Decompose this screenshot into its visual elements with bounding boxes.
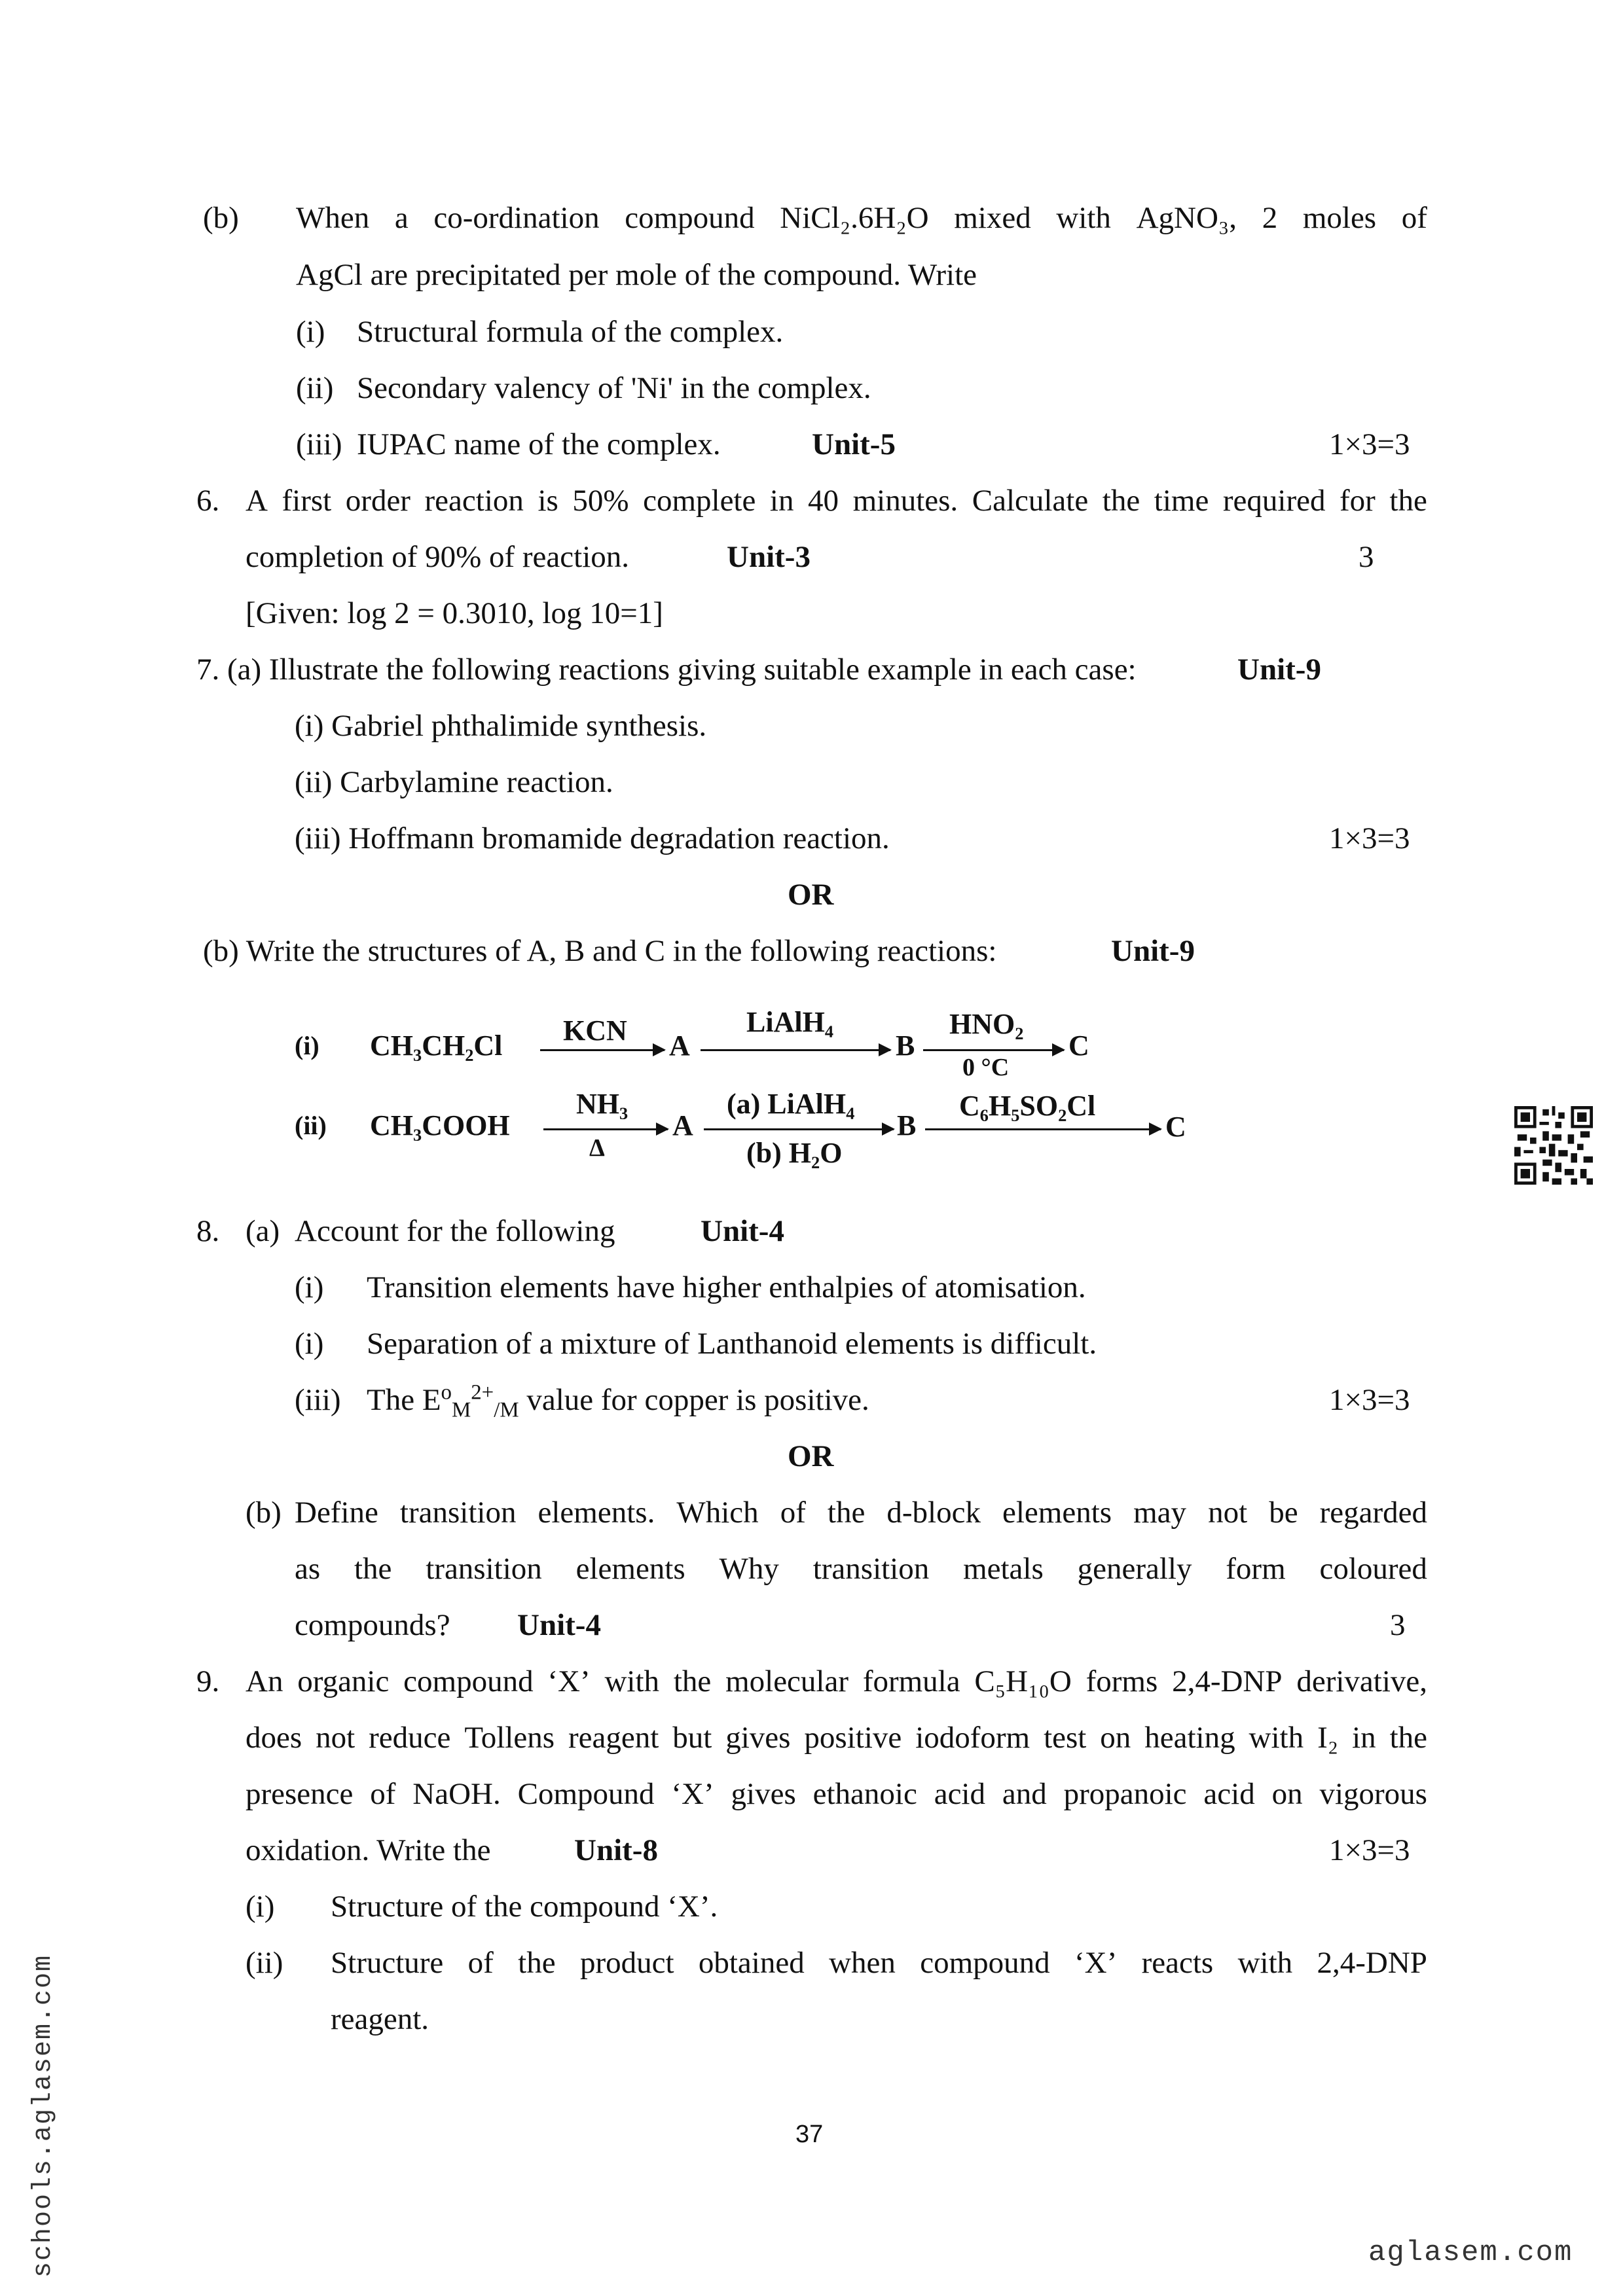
word: and bbox=[1002, 1777, 1047, 1811]
word: ‘X’ bbox=[547, 1664, 591, 1698]
word: Calculate bbox=[972, 484, 1089, 518]
rxn1-start: CH₃CH₂Cl bbox=[370, 1030, 503, 1062]
word: of bbox=[1401, 201, 1427, 235]
word: reagent bbox=[568, 1721, 659, 1755]
q7a-item3: (iii) Hoffmann bromamide degradation reaction. bbox=[295, 821, 890, 855]
word: molecular bbox=[725, 1664, 848, 1698]
q5b-item1-text: Structural formula of the complex. bbox=[357, 315, 784, 349]
word: presence bbox=[246, 1777, 354, 1811]
rxn1-arrow3 bbox=[923, 1049, 1064, 1051]
word: the bbox=[1389, 1721, 1427, 1755]
q7a-item2: (ii) Carbylamine reaction. bbox=[295, 765, 613, 799]
word: generally bbox=[1077, 1552, 1192, 1586]
word: may bbox=[1133, 1496, 1187, 1530]
word: An bbox=[246, 1664, 283, 1698]
q9-marks: 1×3=3 bbox=[1329, 1833, 1410, 1867]
qr-code-icon bbox=[1514, 1106, 1593, 1185]
word: moles bbox=[1302, 201, 1377, 235]
word: with bbox=[1249, 1721, 1304, 1755]
q9-line4: oxidation. Write the bbox=[246, 1833, 491, 1867]
word: the bbox=[354, 1552, 392, 1586]
q8b-unit: Unit-4 bbox=[517, 1608, 601, 1642]
q9-item2-num: (ii) bbox=[246, 1946, 283, 1980]
q6-unit: Unit-3 bbox=[727, 540, 811, 574]
word: minutes. bbox=[852, 484, 958, 518]
q8a-item3-sup-o: o bbox=[441, 1380, 452, 1405]
word: Compound bbox=[517, 1777, 655, 1811]
q9-line1 bbox=[246, 1666, 1427, 1697]
rxn1-arrow2 bbox=[701, 1049, 890, 1051]
word: When bbox=[296, 201, 370, 235]
word: regarded bbox=[1319, 1496, 1427, 1530]
rxn2-C: C bbox=[1165, 1111, 1186, 1143]
word: ‘X’ bbox=[671, 1777, 714, 1811]
word: order bbox=[345, 484, 410, 518]
word: in bbox=[1352, 1721, 1376, 1755]
word: a bbox=[394, 201, 409, 235]
q6-line1 bbox=[246, 486, 1427, 516]
word: not bbox=[316, 1721, 356, 1755]
q9-unit: Unit-8 bbox=[574, 1833, 658, 1867]
word: the bbox=[1102, 484, 1140, 518]
word: not bbox=[1208, 1496, 1248, 1530]
rxn2-num: (ii) bbox=[295, 1111, 327, 1140]
q8a-item3-sup-2: 2+ bbox=[471, 1380, 494, 1405]
q7a-unit: Unit-9 bbox=[1237, 653, 1321, 687]
word: does bbox=[246, 1721, 302, 1755]
word: 2 bbox=[1262, 201, 1278, 235]
word: when bbox=[829, 1946, 896, 1980]
rxn1-num: (i) bbox=[295, 1031, 319, 1060]
word: positive bbox=[804, 1721, 902, 1755]
q9-item1-num: (i) bbox=[246, 1890, 275, 1924]
word: Structure bbox=[331, 1946, 444, 1980]
word: co-ordination bbox=[433, 201, 600, 235]
rxn1-A: A bbox=[669, 1030, 690, 1062]
rxn2-A: A bbox=[672, 1109, 693, 1141]
q8b-line2 bbox=[295, 1554, 1427, 1585]
or-divider-2: OR bbox=[788, 1439, 834, 1473]
rxn2-arrow2 bbox=[704, 1128, 894, 1130]
q5b-item3-text: IUPAC name of the complex. bbox=[357, 427, 721, 461]
word: AgNO₃, bbox=[1136, 201, 1237, 235]
word: is bbox=[538, 484, 558, 518]
q8b-label: (b) bbox=[246, 1496, 282, 1530]
word: forms bbox=[1085, 1664, 1158, 1698]
word: with bbox=[604, 1664, 660, 1698]
word: Why bbox=[719, 1552, 779, 1586]
word: of bbox=[780, 1496, 806, 1530]
q6-given: [Given: log 2 = 0.3010, log 10=1] bbox=[246, 596, 663, 630]
q5b-line1 bbox=[296, 203, 1427, 234]
word: complete bbox=[643, 484, 756, 518]
word: time bbox=[1154, 484, 1209, 518]
word: coloured bbox=[1319, 1552, 1427, 1586]
word: elements bbox=[575, 1552, 685, 1586]
word: formula bbox=[862, 1664, 960, 1698]
q5b-item3-num: (iii) bbox=[296, 427, 342, 461]
q8a-unit: Unit-4 bbox=[701, 1214, 784, 1248]
q8-num: 8. bbox=[196, 1214, 220, 1248]
word: the bbox=[518, 1946, 556, 1980]
q8a-item3-text bbox=[367, 1380, 869, 1422]
rxn2-reagent2-second: (b) H₂O bbox=[746, 1137, 843, 1169]
q9-line2 bbox=[246, 1723, 1427, 1753]
word: reduce bbox=[369, 1721, 451, 1755]
word: C₅H₁₀O bbox=[974, 1664, 1072, 1698]
word: the bbox=[673, 1664, 712, 1698]
q8b-line3: compounds? bbox=[295, 1608, 450, 1642]
word: d-block bbox=[886, 1496, 981, 1530]
word: derivative, bbox=[1296, 1664, 1427, 1698]
q8a-item3-text-b: value for copper is positive. bbox=[519, 1383, 869, 1417]
word: NiCl₂.6H₂O bbox=[780, 201, 929, 235]
or-divider-1: OR bbox=[788, 878, 834, 912]
rxn1-reagent3-condition: 0 °C bbox=[962, 1054, 1010, 1081]
q8b-marks: 3 bbox=[1390, 1608, 1406, 1642]
word: the bbox=[827, 1496, 866, 1530]
word: Define bbox=[295, 1496, 378, 1530]
q5b-unit: Unit-5 bbox=[812, 427, 896, 461]
q8a-item3-text-a: The E bbox=[367, 1383, 441, 1417]
rxn2-reagent3: C₆H₅SO₂Cl bbox=[959, 1090, 1096, 1122]
word: vigorous bbox=[1319, 1777, 1427, 1811]
word: 50% bbox=[572, 484, 629, 518]
word: reacts bbox=[1141, 1946, 1214, 1980]
q7a-intro: 7. (a) Illustrate the following reactions giving suitable example in each case: bbox=[196, 653, 1137, 687]
q6-num: 6. bbox=[196, 484, 220, 518]
word: with bbox=[1237, 1946, 1293, 1980]
q7b-intro: (b) Write the structures of A, B and C in the following reactions: bbox=[203, 934, 997, 968]
q6-line2: completion of 90% of reaction. bbox=[246, 540, 630, 574]
word: heating bbox=[1144, 1721, 1235, 1755]
q6-marks: 3 bbox=[1359, 540, 1374, 574]
word: obtained bbox=[698, 1946, 805, 1980]
rxn2-arrow1 bbox=[543, 1128, 668, 1130]
word: on bbox=[1100, 1721, 1131, 1755]
word: be bbox=[1269, 1496, 1298, 1530]
q5b-item2-num: (ii) bbox=[296, 371, 334, 405]
word: Tollens bbox=[464, 1721, 555, 1755]
word: acid bbox=[1203, 1777, 1255, 1811]
word: propanoic bbox=[1063, 1777, 1187, 1811]
q9-item2-line1 bbox=[331, 1948, 1427, 1979]
word: test bbox=[1044, 1721, 1087, 1755]
page-number: 37 bbox=[795, 2121, 824, 2148]
word: organic bbox=[297, 1664, 390, 1698]
word: A bbox=[246, 484, 268, 518]
word: iodoform bbox=[915, 1721, 1030, 1755]
q7a-marks: 1×3=3 bbox=[1329, 821, 1410, 855]
q8a-label: (a) bbox=[246, 1214, 280, 1248]
q8a-item1-text: Transition elements have higher enthalpies of atomisation. bbox=[367, 1270, 1086, 1304]
q8a-item3-num: (iii) bbox=[295, 1383, 341, 1417]
q8a-item2-text: Separation of a mixture of Lanthanoid elements is difficult. bbox=[367, 1327, 1097, 1361]
q5b-marks: 1×3=3 bbox=[1329, 427, 1410, 461]
word: compound bbox=[625, 201, 755, 235]
word: product bbox=[579, 1946, 674, 1980]
q8a-intro: Account for the following bbox=[295, 1214, 615, 1248]
word: form bbox=[1226, 1552, 1286, 1586]
word: elements. bbox=[538, 1496, 655, 1530]
word: required bbox=[1222, 484, 1326, 518]
rxn1-C: C bbox=[1068, 1030, 1089, 1062]
q7b-unit: Unit-9 bbox=[1111, 934, 1195, 968]
word: as bbox=[295, 1552, 321, 1586]
watermark-bottom: aglasem.com bbox=[1368, 2236, 1573, 2269]
q8b-line1 bbox=[295, 1498, 1427, 1528]
q5b-item2-text: Secondary valency of 'Ni' in the complex. bbox=[357, 371, 871, 405]
word: 2,4-DNP bbox=[1317, 1946, 1427, 1980]
q8a-item3-sub-m: M bbox=[451, 1398, 471, 1422]
q8a-item3-sub-m2: /M bbox=[494, 1398, 519, 1422]
word: ethanoic bbox=[812, 1777, 917, 1811]
word: reaction bbox=[424, 484, 524, 518]
rxn2-B: B bbox=[897, 1109, 917, 1141]
word: transition bbox=[399, 1496, 517, 1530]
rxn2-start: CH₃COOH bbox=[370, 1109, 510, 1141]
rxn1-B: B bbox=[896, 1030, 915, 1062]
word: Which bbox=[676, 1496, 759, 1530]
watermark-side: schools.aglasem.com bbox=[29, 1954, 58, 2278]
q9-item2-cont: reagent. bbox=[331, 2002, 429, 2036]
word: for bbox=[1340, 484, 1376, 518]
word: gives bbox=[725, 1721, 791, 1755]
rxn1-reagent1: KCN bbox=[563, 1014, 627, 1047]
word: but bbox=[672, 1721, 712, 1755]
word: of bbox=[370, 1777, 396, 1811]
rxn2-reagent1: NH₃ bbox=[576, 1088, 629, 1120]
word: in bbox=[769, 484, 794, 518]
q9-item1-text: Structure of the compound ‘X’. bbox=[331, 1890, 718, 1924]
word: gives bbox=[731, 1777, 796, 1811]
q9-num: 9. bbox=[196, 1664, 220, 1698]
rxn1-arrow1 bbox=[540, 1049, 665, 1051]
rxn2-reagent2: (a) LiAlH₄ bbox=[727, 1088, 855, 1120]
word: compound bbox=[920, 1946, 1050, 1980]
q9-line3 bbox=[246, 1779, 1427, 1810]
q8a-marks: 1×3=3 bbox=[1329, 1383, 1410, 1417]
q5b-line2: AgCl are precipitated per mole of the compound. Write bbox=[296, 258, 977, 292]
word: metals bbox=[963, 1552, 1044, 1586]
word: of bbox=[467, 1946, 494, 1980]
word: NaOH. bbox=[412, 1777, 501, 1811]
rxn2-arrow3 bbox=[925, 1128, 1161, 1130]
word: ‘X’ bbox=[1074, 1946, 1118, 1980]
word: on bbox=[1271, 1777, 1303, 1811]
word: with bbox=[1056, 201, 1111, 235]
rxn2-reagent1-condition: Δ bbox=[589, 1134, 605, 1162]
word: I₂ bbox=[1317, 1721, 1339, 1755]
word: the bbox=[1389, 484, 1427, 518]
word: transition bbox=[426, 1552, 542, 1586]
word: first bbox=[282, 484, 332, 518]
q8a-item2-num: (i) bbox=[295, 1327, 324, 1361]
rxn1-reagent2: LiAlH₄ bbox=[746, 1006, 833, 1038]
word: acid bbox=[934, 1777, 985, 1811]
q8a-item1-num: (i) bbox=[295, 1270, 324, 1304]
q7a-item1: (i) Gabriel phthalimide synthesis. bbox=[295, 709, 707, 743]
word: mixed bbox=[954, 201, 1031, 235]
word: compound bbox=[403, 1664, 534, 1698]
word: elements bbox=[1002, 1496, 1112, 1530]
q5b-item1-num: (i) bbox=[296, 315, 325, 349]
word: 2,4-DNP bbox=[1172, 1664, 1283, 1698]
rxn1-reagent3: HNO₂ bbox=[949, 1008, 1024, 1040]
q5b-label: (b) bbox=[203, 201, 239, 235]
word: transition bbox=[812, 1552, 930, 1586]
word: 40 bbox=[808, 484, 839, 518]
